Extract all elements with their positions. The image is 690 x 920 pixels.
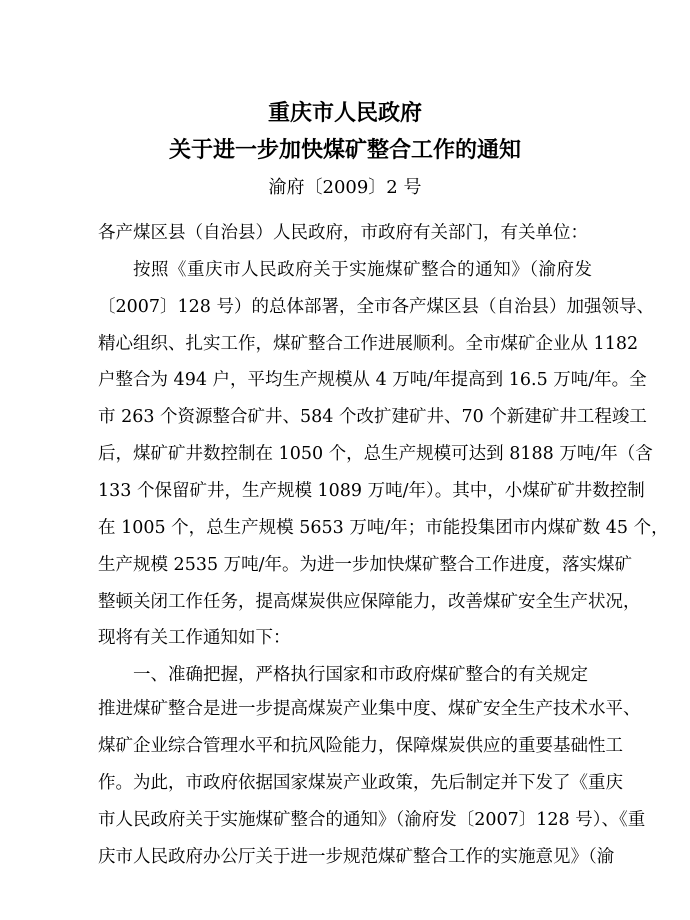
- paragraph-line: 按照《重庆市人民政府关于实施煤矿整合的通知》（渝府发: [133, 260, 592, 280]
- paragraph-line: 市人民政府关于实施煤矿整合的通知》（渝府发〔2007〕128 号）、《重: [98, 810, 646, 830]
- paragraph-line: 庆市人民政府办公厅关于进一步规范煤矿整合工作的实施意见》（渝: [98, 847, 615, 867]
- paragraph-line: 整顿关闭工作任务，提高煤炭供应保障能力，改善煤矿安全生产状况，: [98, 592, 641, 612]
- paragraph-line: 生产规模 2535 万吨/年。为进一步加快煤矿整合工作进度，落实煤矿: [98, 555, 633, 575]
- paragraph-line: 精心组织、扎实工作，煤矿整合工作进展顺利。全市煤矿企业从 1182: [98, 334, 639, 354]
- paragraph-line: 煤矿企业综合管理水平和抗风险能力，保障煤炭供应的重要基础性工: [98, 736, 623, 756]
- paragraph-line: 在 1005 个，总生产规模 5653 万吨/年；市能投集团市内煤矿数 45 个，: [98, 518, 669, 538]
- paragraph-line: 现将有关工作通知如下：: [98, 628, 291, 648]
- section-heading: 一、准确把握，严格执行国家和市政府煤矿整合的有关规定: [133, 665, 588, 685]
- paragraph-line: 133 个保留矿井，生产规模 1089 万吨/年）。其中，小煤矿矿井数控制: [98, 481, 645, 501]
- paragraph-line: 市 263 个资源整合矿井、584 个改扩建矿井、70 个新建矿井工程竣工: [98, 407, 647, 427]
- document-title-subject: 关于进一步加快煤矿整合工作的通知: [168, 138, 521, 163]
- paragraph-line: 户整合为 494 户，平均生产规模从 4 万吨/年提高到 16.5 万吨/年。全: [98, 370, 647, 390]
- paragraph-line: 作。为此，市政府依据国家煤炭产业政策，先后制定并下发了《重庆: [98, 773, 623, 793]
- document-number: 渝府〔2009〕2 号: [268, 177, 422, 198]
- paragraph-line: 推进煤矿整合是进一步提高煤炭产业集中度、煤矿安全生产技术水平、: [98, 699, 641, 719]
- paragraph-line: 后，煤矿矿井数控制在 1050 个，总生产规模可达到 8188 万吨/年（含: [98, 444, 653, 464]
- document-title-issuer: 重庆市人民政府: [267, 101, 422, 126]
- paragraph-line: 〔2007〕128 号）的总体部署，全市各产煤区县（自治县）加强领导、: [98, 297, 654, 317]
- salutation-line: 各产煤区县（自治县）人民政府，市政府有关部门，有关单位：: [98, 223, 588, 243]
